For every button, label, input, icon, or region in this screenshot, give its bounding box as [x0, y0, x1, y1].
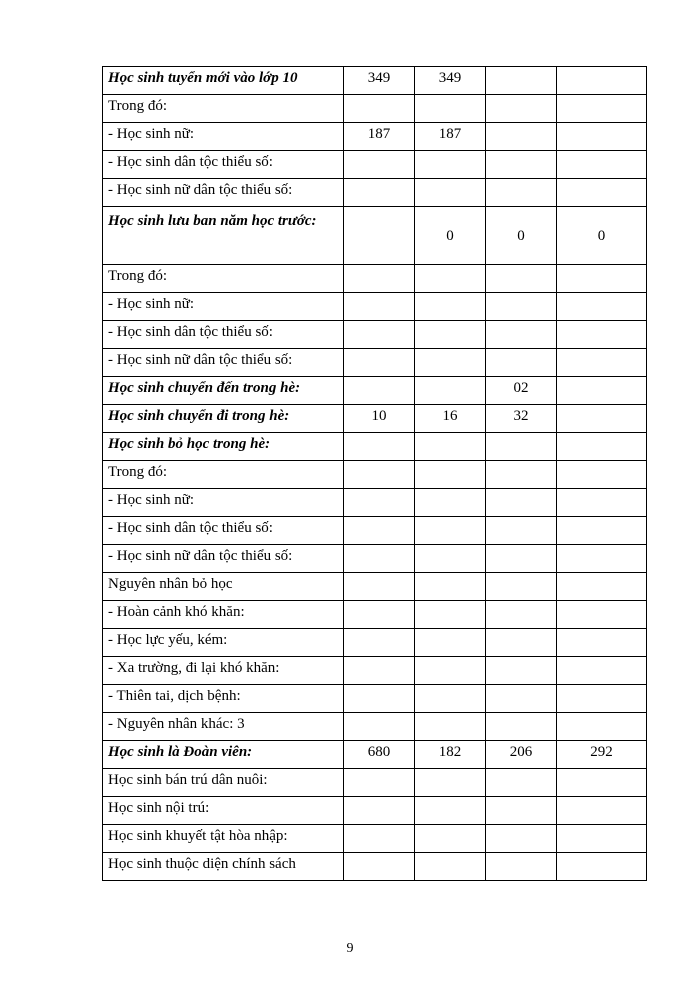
table-row — [103, 461, 647, 489]
value-cell — [344, 207, 415, 265]
table-row — [103, 433, 647, 461]
value-cell — [415, 573, 486, 601]
row-label: Nguyên nhân bỏ học — [103, 573, 344, 601]
value-cell — [415, 545, 486, 573]
value-cell — [415, 293, 486, 321]
table-row — [103, 601, 647, 629]
value-cell — [486, 293, 557, 321]
value-cell — [415, 151, 486, 179]
row-label: - Thiên tai, dịch bệnh: — [103, 685, 344, 713]
table-row — [103, 95, 647, 123]
row-label: Học sinh thuộc diện chính sách — [103, 853, 344, 881]
value-cell — [486, 95, 557, 123]
table-row — [103, 657, 647, 685]
value-cell — [486, 797, 557, 825]
value-cell: 292 — [557, 741, 647, 769]
value-cell — [486, 685, 557, 713]
row-label: - Học sinh nữ: — [103, 123, 344, 151]
value-cell — [557, 713, 647, 741]
value-cell — [557, 405, 647, 433]
value-cell — [344, 853, 415, 881]
table-row — [103, 489, 647, 517]
value-cell — [486, 601, 557, 629]
row-label: Trong đó: — [103, 265, 344, 293]
value-cell — [486, 545, 557, 573]
value-cell — [344, 797, 415, 825]
value-cell — [486, 179, 557, 207]
value-cell — [344, 151, 415, 179]
value-cell: 16 — [415, 405, 486, 433]
value-cell — [344, 657, 415, 685]
student-statistics-table — [102, 66, 647, 881]
row-label: Học sinh bán trú dân nuôi: — [103, 769, 344, 797]
value-cell — [486, 657, 557, 685]
value-cell — [415, 95, 486, 123]
value-cell — [486, 265, 557, 293]
table-body — [103, 67, 647, 881]
value-cell — [415, 853, 486, 881]
value-cell — [415, 769, 486, 797]
value-cell — [557, 349, 647, 377]
row-label: - Học sinh nữ dân tộc thiểu số: — [103, 545, 344, 573]
value-cell — [486, 853, 557, 881]
value-cell: 0 — [486, 207, 557, 265]
value-cell — [415, 433, 486, 461]
value-cell — [415, 179, 486, 207]
table-row — [103, 853, 647, 881]
table-row — [103, 321, 647, 349]
table-row — [103, 825, 647, 853]
value-cell — [557, 517, 647, 545]
value-cell — [557, 95, 647, 123]
value-cell — [415, 265, 486, 293]
table-row — [103, 151, 647, 179]
value-cell: 182 — [415, 741, 486, 769]
value-cell — [486, 67, 557, 95]
value-cell — [415, 461, 486, 489]
table-row — [103, 377, 647, 405]
value-cell — [486, 825, 557, 853]
table-row — [103, 545, 647, 573]
table-row — [103, 179, 647, 207]
row-label: Học sinh chuyển đến trong hè: — [103, 377, 344, 405]
value-cell: 0 — [415, 207, 486, 265]
table-row — [103, 67, 647, 95]
value-cell — [415, 517, 486, 545]
value-cell — [344, 349, 415, 377]
row-label: Học sinh bỏ học trong hè: — [103, 433, 344, 461]
value-cell — [344, 685, 415, 713]
value-cell — [557, 293, 647, 321]
row-label: Học sinh tuyển mới vào lớp 10 — [103, 67, 344, 95]
value-cell — [344, 713, 415, 741]
table-row — [103, 293, 647, 321]
page-number: 9 — [346, 941, 354, 956]
table-row — [103, 207, 647, 265]
value-cell — [557, 321, 647, 349]
value-cell: 02 — [486, 377, 557, 405]
value-cell — [557, 657, 647, 685]
value-cell — [557, 629, 647, 657]
row-label: - Học sinh dân tộc thiểu số: — [103, 321, 344, 349]
row-label: - Hoàn cảnh khó khăn: — [103, 601, 344, 629]
value-cell — [557, 545, 647, 573]
table-row — [103, 573, 647, 601]
value-cell: 10 — [344, 405, 415, 433]
value-cell — [486, 573, 557, 601]
value-cell — [486, 517, 557, 545]
value-cell: 32 — [486, 405, 557, 433]
table-row — [103, 769, 647, 797]
value-cell — [344, 489, 415, 517]
table-row — [103, 741, 647, 769]
row-label: - Học sinh nữ dân tộc thiểu số: — [103, 179, 344, 207]
value-cell — [344, 461, 415, 489]
row-label: - Học sinh dân tộc thiểu số: — [103, 151, 344, 179]
value-cell — [344, 265, 415, 293]
value-cell — [557, 377, 647, 405]
row-label: - Học sinh dân tộc thiểu số: — [103, 517, 344, 545]
row-label: Trong đó: — [103, 461, 344, 489]
row-label: - Học sinh nữ: — [103, 293, 344, 321]
row-label: Học sinh khuyết tật hòa nhập: — [103, 825, 344, 853]
value-cell — [557, 67, 647, 95]
value-cell — [557, 685, 647, 713]
value-cell — [486, 489, 557, 517]
value-cell — [415, 797, 486, 825]
value-cell — [486, 433, 557, 461]
value-cell — [557, 265, 647, 293]
value-cell — [557, 825, 647, 853]
value-cell — [486, 461, 557, 489]
row-label: - Học sinh nữ dân tộc thiểu số: — [103, 349, 344, 377]
table-row — [103, 797, 647, 825]
row-label: - Học sinh nữ: — [103, 489, 344, 517]
value-cell — [415, 657, 486, 685]
value-cell — [344, 601, 415, 629]
value-cell — [415, 349, 486, 377]
row-label: Học sinh chuyển đi trong hè: — [103, 405, 344, 433]
value-cell: 0 — [557, 207, 647, 265]
value-cell — [415, 685, 486, 713]
value-cell — [557, 573, 647, 601]
row-label: Học sinh nội trú: — [103, 797, 344, 825]
value-cell — [344, 321, 415, 349]
value-cell — [557, 797, 647, 825]
value-cell — [557, 461, 647, 489]
value-cell — [486, 629, 557, 657]
value-cell: 680 — [344, 741, 415, 769]
value-cell — [344, 769, 415, 797]
row-label: Học sinh lưu ban năm học trước: — [103, 207, 344, 265]
value-cell — [557, 433, 647, 461]
row-label: Trong đó: — [103, 95, 344, 123]
value-cell — [415, 825, 486, 853]
table-row — [103, 629, 647, 657]
table-row — [103, 685, 647, 713]
value-cell — [486, 321, 557, 349]
value-cell — [415, 321, 486, 349]
value-cell — [557, 151, 647, 179]
table-row — [103, 123, 647, 151]
value-cell — [557, 123, 647, 151]
row-label: - Nguyên nhân khác: 3 — [103, 713, 344, 741]
value-cell — [344, 377, 415, 405]
value-cell — [344, 825, 415, 853]
value-cell — [344, 433, 415, 461]
value-cell — [344, 293, 415, 321]
value-cell — [344, 517, 415, 545]
value-cell: 187 — [344, 123, 415, 151]
value-cell — [486, 349, 557, 377]
value-cell — [486, 713, 557, 741]
value-cell — [557, 179, 647, 207]
table-row — [103, 517, 647, 545]
value-cell — [344, 573, 415, 601]
value-cell — [486, 151, 557, 179]
value-cell — [486, 123, 557, 151]
value-cell — [344, 545, 415, 573]
value-cell — [486, 769, 557, 797]
value-cell — [415, 377, 486, 405]
value-cell — [557, 769, 647, 797]
value-cell — [557, 853, 647, 881]
value-cell: 187 — [415, 123, 486, 151]
value-cell — [415, 629, 486, 657]
row-label: - Học lực yếu, kém: — [103, 629, 344, 657]
row-label: Học sinh là Đoàn viên: — [103, 741, 344, 769]
table-row — [103, 405, 647, 433]
value-cell: 206 — [486, 741, 557, 769]
table-row — [103, 265, 647, 293]
value-cell — [415, 713, 486, 741]
value-cell — [557, 489, 647, 517]
value-cell — [344, 179, 415, 207]
value-cell — [344, 95, 415, 123]
table-row — [103, 713, 647, 741]
value-cell: 349 — [344, 67, 415, 95]
value-cell — [557, 601, 647, 629]
table-row — [103, 349, 647, 377]
value-cell — [415, 489, 486, 517]
value-cell — [415, 601, 486, 629]
value-cell: 349 — [415, 67, 486, 95]
row-label: - Xa trường, đi lại khó khăn: — [103, 657, 344, 685]
value-cell — [344, 629, 415, 657]
